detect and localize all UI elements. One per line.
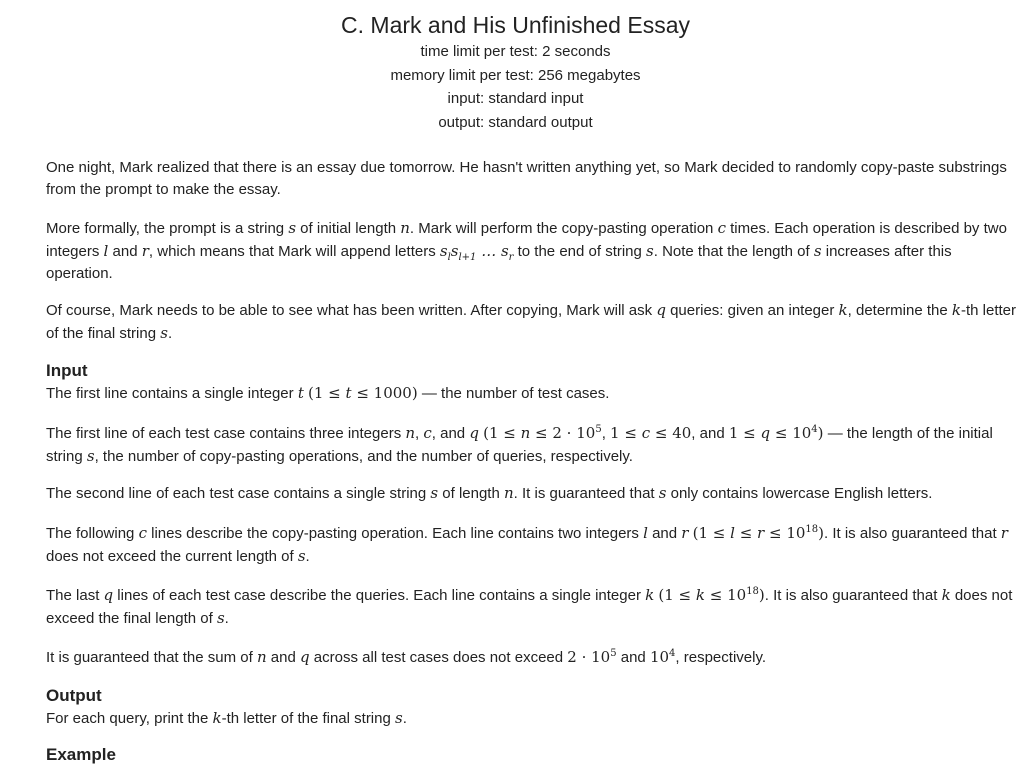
legend-paragraph-2: More formally, the prompt is a string s of initial length n. Mark will perform the copy-pasting operation c times. Each operation is described by two integers l and r, which means that Mark will append letters $s_ls_{l+1}$ … $s_r$ to the end of string s. Note that the length of s increases after this operation. [46, 219, 1007, 282]
input-line-1: The first line contains a single integer t (1 ≤ t ≤ 1000) — the number of test cases. [46, 384, 610, 402]
input-spec: input: standard input [447, 90, 584, 107]
problem-title: C. Mark and His Unfinished Essay [341, 12, 690, 38]
output-spec: output: standard output [438, 113, 593, 131]
input-line-2: The first line of each test case contains three integers n, c, and q ($1 \le n \le 2 \cdot 10^5$, 1 ≤ c ≤ 40, and $1 \le q \le 10^4$) — the length of the initial string s, the number of copy-pasting operations, and the number of queries, respectively. [46, 424, 993, 465]
output-section-title: Output [46, 686, 102, 705]
input-line-6: It is guaranteed that the sum of n and q across all test cases does not exceed $2 \cdot 10^5$ and $10^4$, respectively. [46, 648, 767, 666]
input-line-5: The last q lines of each test case describe the queries. Each line contains a single integer k $(1 \le k \le 10^{18})$. It is also guaranteed that k does not exceed the final length of s. [46, 586, 1013, 627]
legend-paragraph-1: One night, Mark realized that there is an essay due tomorrow. He hasn't written anything yet, so Mark decided to randomly copy-paste substrings from the prompt to make the essay. [46, 159, 1007, 198]
problem-header [0, 0, 1031, 134]
problem-statement [46, 0, 1018, 764]
example-section-title: Example [46, 745, 116, 764]
legend-paragraph-3: Of course, Mark needs to be able to see what has been written. After copying, Mark will ask q queries: given an integer k, determine the k-th letter of the final string s. [46, 301, 1016, 342]
output-line-1: For each query, print the k-th letter of the final string s. [46, 709, 407, 727]
input-line-4: The following c lines describe the copy-pasting operation. Each line contains two integers l and r $(1 \le l \le r \le 10^{18})$. It is also guaranteed that r does not exceed the current length of s. [46, 524, 1008, 565]
input-section-title: Input [46, 361, 88, 380]
memory-limit: memory limit per test: 256 megabytes [390, 66, 641, 84]
time-limit: time limit per test: 2 seconds [420, 43, 611, 60]
input-line-3: The second line of each test case contains a single string s of length n. It is guaranteed that s only contains lowercase English letters. [46, 484, 933, 502]
